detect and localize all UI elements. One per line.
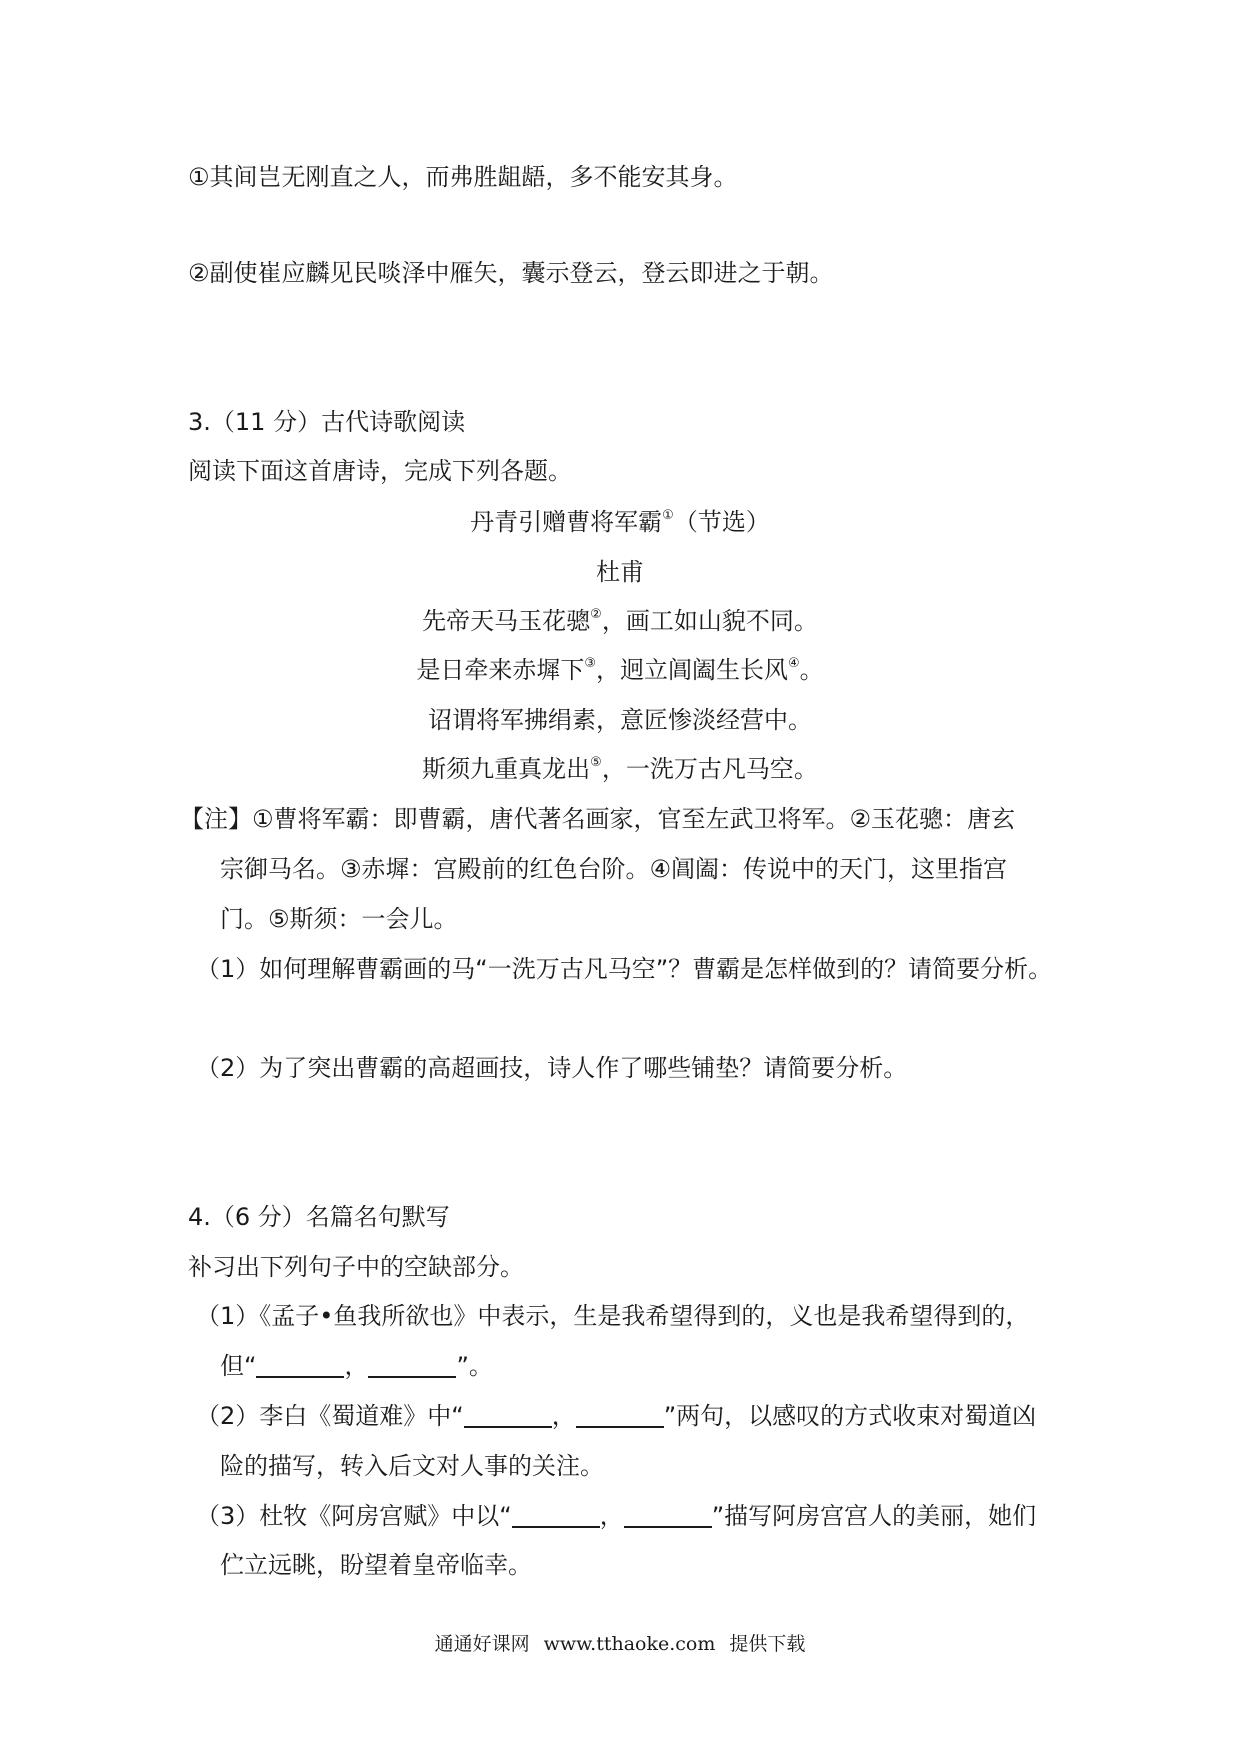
poem-title (0, 506, 1240, 538)
annotation-line-3: 门。⑤斯须：一会儿。 (220, 905, 458, 933)
poem-line: 先帝天马玉花骢②，画工如山貌不同。 (422, 607, 818, 635)
answer-blank[interactable] (512, 1502, 600, 1528)
question-4-instruction: 补习出下列句子中的空缺部分。 (188, 1253, 524, 1281)
poem-line: 是日牵来赤墀下③，迥立阊阖生长风④。 (416, 656, 824, 684)
question-4-sub-3: （3）杜牧《阿房宫赋》中以“ ， ”描写阿房宫宫人的美丽，她们 (196, 1502, 1037, 1530)
annotation-line-1: 【注】①曹将军霸：即曹霸，唐代著名画家，官至左武卫将军。②玉花骢：唐玄 (180, 805, 1016, 833)
translation-sentence-2: ②副使崔应麟见民啖泽中雁矢，囊示登云，登云即进之于朝。 (188, 259, 834, 287)
question-3-sub-1: （1）如何理解曹霸画的马“一洗万古凡马空”？曹霸是怎样做到的？请简要分析。 (196, 955, 1053, 983)
annotation-line-2: 宗御马名。③赤墀：宫殿前的红色台阶。④阊阖：传说中的天门，这里指宫 (220, 855, 1008, 883)
answer-blank[interactable] (576, 1402, 664, 1428)
answer-blank[interactable] (464, 1402, 552, 1428)
note-marker: ③ (584, 656, 596, 671)
note-marker: ⑤ (590, 755, 602, 770)
poem-line: 诏谓将军拂绢素，意匠惨淡经营中。 (428, 706, 812, 734)
question-3-sub-2: （2）为了突出曹霸的高超画技，诗人作了哪些铺垫？请简要分析。 (196, 1054, 908, 1082)
poem-title-suffix: （节选） (673, 508, 770, 536)
translation-sentence-1: ①其间岂无刚直之人，而弗胜龃龉，多不能安其身。 (188, 163, 738, 191)
footer-note: 提供下载 (729, 1633, 806, 1655)
note-marker: ② (590, 607, 602, 622)
question-3-instruction: 阅读下面这首唐诗，完成下列各题。 (188, 457, 572, 485)
question-4-sub-3-cont: 伫立远眺，盼望着皇帝临幸。 (220, 1551, 532, 1579)
question-4-sub-2-cont: 险的描写，转入后文对人事的关注。 (220, 1452, 604, 1480)
question-4-sub-1: （1）《孟子•鱼我所欲也》中表示，生是我希望得到的，义也是我希望得到的， (196, 1302, 1030, 1330)
footer-url[interactable]: www.tthaoke.com (543, 1633, 716, 1655)
note-marker: ④ (788, 656, 800, 671)
note-marker: ① (662, 508, 674, 523)
answer-blank[interactable] (624, 1502, 712, 1528)
answer-blank[interactable] (256, 1352, 344, 1378)
footer-site-name: 通通好课网 (434, 1633, 530, 1655)
question-4-sub-1-cont: 但“ ， ”。 (220, 1352, 493, 1380)
question-4-heading: 4.（6 分）名篇名句默写 (188, 1203, 450, 1231)
poem-author: 杜甫 (596, 558, 644, 586)
question-4-sub-2: （2）李白《蜀道难》中“ ， ”两句，以感叹的方式收束对蜀道凶 (196, 1402, 1037, 1430)
page-footer (0, 1631, 1240, 1657)
poem-line: 斯须九重真龙出⑤，一洗万古凡马空。 (422, 755, 818, 783)
poem-title-text: 丹青引赠曹将军霸 (470, 508, 663, 536)
answer-blank[interactable] (368, 1352, 456, 1378)
question-3-heading: 3.（11 分）古代诗歌阅读 (188, 408, 466, 436)
